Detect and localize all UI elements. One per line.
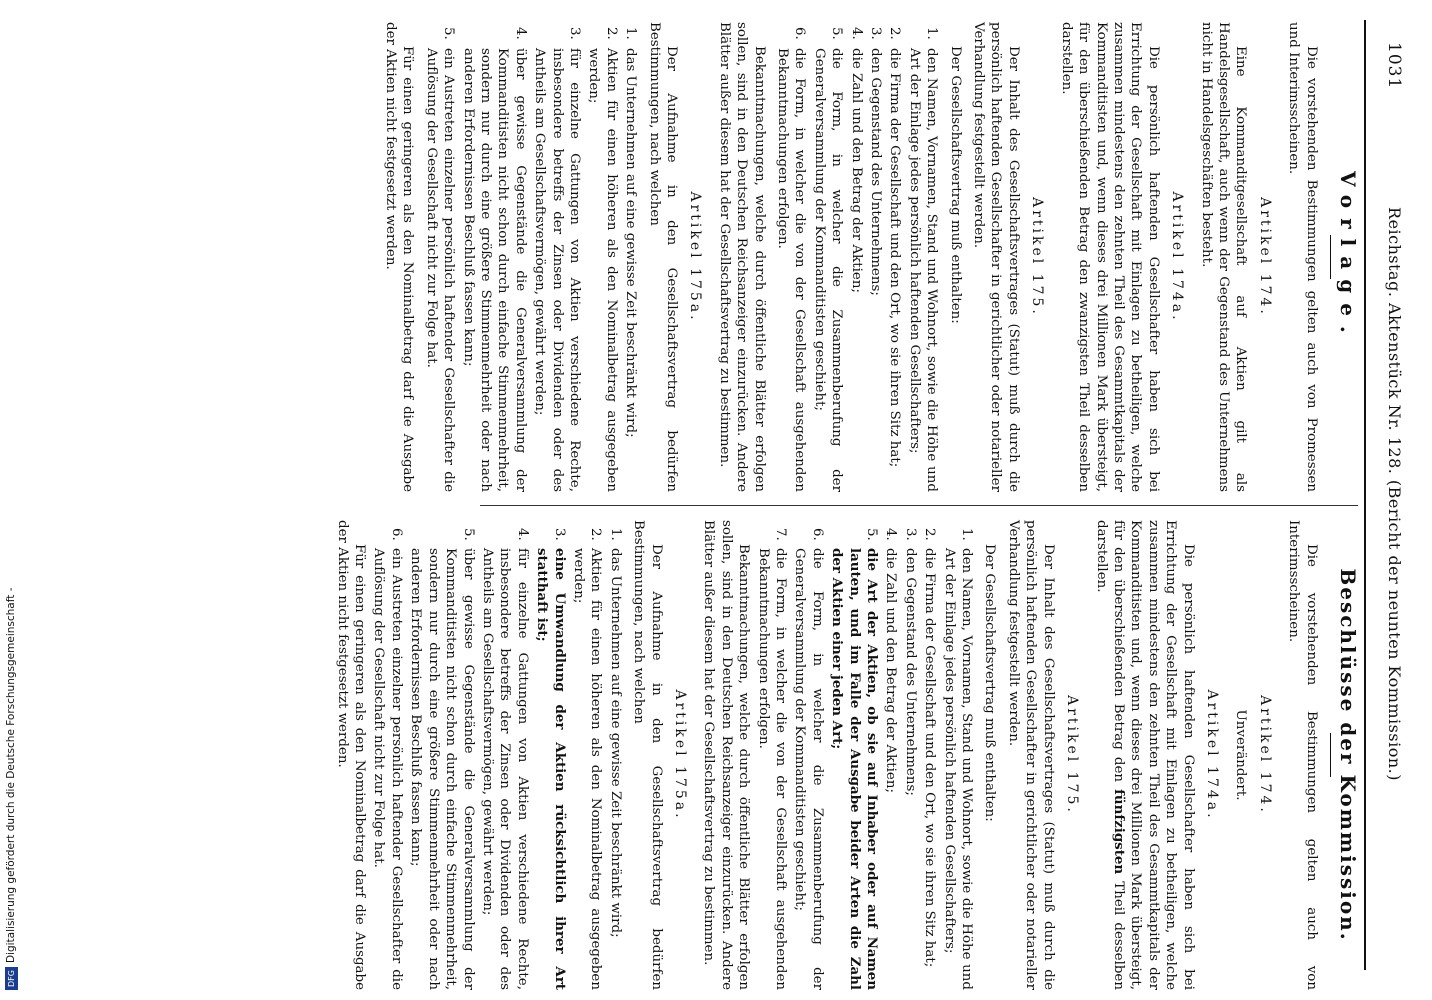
- article-title: Artikel 174a.: [1169, 191, 1186, 323]
- list-number: 6.: [809, 528, 825, 541]
- article-text: [1092, 520, 1196, 990]
- article-text: Die persönlich haftenden Gesellschafter haben sich bei Errichtung der Gesellschaft mit Einlagen zu betheiligen, welche zusammen mindestens den zehnten Theil des Gesammtkapitals der Kommanditisten und, wenn dieses drei Millionen Mark übersteigt, für den überschießenden Betrag den zwanzigsten Theil desselben darstellen.: [1058, 22, 1161, 492]
- unchanged-note: Unverändert.: [1233, 709, 1249, 801]
- list-item: [882, 528, 899, 990]
- article-list: [370, 520, 624, 990]
- column-divider: [480, 505, 1358, 506]
- list-item: 2. Aktien für einen höheren als den Nominalbetrag ausgegeben werden;: [585, 44, 620, 492]
- list-number: 2.: [922, 528, 938, 541]
- list-item: [828, 528, 880, 990]
- list-text: für einzelne Gattungen von Aktien verschiedene Rechte, insbesondere betreffs der Zinsen oder Dividenden oder des Antheils am Gesellschaftsvermögen, gewährt werden;: [479, 548, 530, 990]
- list-number: 5.: [460, 528, 476, 541]
- intro-text: Die vorstehenden Bestimmungen gelten auch von Promessen und Interimsscheinen.: [1286, 22, 1319, 492]
- list-item: [791, 528, 826, 990]
- article-text: Eine Kommanditgesellschaft auf Aktien gilt als Handelsgesellschaft, auch wenn der Gegenstand des Unternehmens nicht in Handelsgeschäften besteht.: [1198, 22, 1249, 492]
- list-number: 2.: [588, 528, 604, 541]
- list-number: 3.: [902, 528, 918, 541]
- list-number: 6.: [388, 528, 404, 541]
- list-item: [407, 528, 477, 990]
- list-text: die Form, in welcher die von der Gesellschaft ausgehenden Bekanntmachungen erfolgen.: [755, 548, 789, 990]
- list-text: den Gegenstand des Unternehmens;: [902, 548, 918, 796]
- article-text: Der Gesellschaftsvertrag muß enthalten:: [947, 46, 963, 324]
- article-text: Der Inhalt des Gesellschaftsvertrages (Statut) muß durch die persönlich haftenden Gesellschafter in gerichtlicher oder notarieller Verhandlung festgestellt werden.: [1005, 520, 1056, 990]
- list-item: 4. über gewisse Gegenstände die Generalversammlung der Kommanditisten nicht schon durch einfache Stimmenmehrheit, sondern nur durch eine größere Stimmenmehrheit oder nach anderen Erfordernissen Beschluß fassen kann;: [459, 44, 529, 492]
- article-text: Der Aufnahme in den Gesellschaftsvertrag bedürfen Bestimmungen, nach welchen: [646, 22, 679, 492]
- header-rule: [1364, 20, 1366, 970]
- page-number: 1031: [1384, 42, 1404, 90]
- digitization-footer: [2, 0, 20, 1000]
- list-number: 4.: [883, 528, 899, 541]
- list-item: 1. den Namen, Vornamen, Stand und Wohnort, sowie die Höhe und Art der Einlage jedes persönlich haftenden Gesellschafters;: [905, 44, 940, 492]
- list-text: die Art der Aktien, ob sie auf Inhaber oder auf Namen lauten, und im Falle der Ausgabe beider Arten die Zahl der Aktien einer jeden Art;: [829, 548, 881, 990]
- article-text: Der Aufnahme in den Gesellschaftsvertrag bedürfen Bestimmungen, nach welchen: [631, 520, 664, 990]
- list-number: 7.: [773, 528, 789, 541]
- article-title: Artikel 175.: [1064, 695, 1081, 815]
- article-text: Für einen geringeren als den Nominalbetrag darf die Ausgabe der Aktien nicht festgesetzt werden.: [334, 520, 368, 990]
- article-list: [754, 520, 975, 990]
- list-item: 1. das Unternehmen auf eine gewisse Zeit beschränkt wird;: [622, 44, 639, 492]
- article-title: Artikel 174.: [1256, 197, 1273, 317]
- list-number: 4.: [514, 528, 530, 541]
- list-item: 4. die Zahl und den Betrag der Aktien;: [847, 44, 864, 492]
- list-item: [921, 528, 938, 990]
- list-number: 1.: [959, 528, 975, 541]
- list-item: [940, 528, 975, 990]
- list-text: ein Austreten einzelner persönlich haftender Gesellschafter die Auflösung der Gesellschaft nicht zur Folge hat.: [371, 548, 404, 990]
- article-title: Artikel 175.: [1029, 197, 1046, 317]
- intro-text: Die vorstehenden Bestimmungen gelten auch von Interimsscheinen.: [1286, 520, 1319, 990]
- article-text: Bekanntmachungen, welche durch öffentliche Blätter erfolgen sollen, sind in den Deutschen Reichsanzeiger einzurücken. Andere Blätter außer diesem hat der Gesellschaftsvertrag zu bestimmen.: [716, 22, 767, 492]
- list-item: 2. die Firma der Gesellschaft und den Ort, wo sie ihren Sitz hat;: [886, 44, 903, 492]
- running-title: Reichstag. Aktenstück Nr. 128. (Bericht der neunten Kommission.): [1385, 207, 1404, 781]
- heading-rule: [1330, 733, 1331, 777]
- article-text: Der Gesellschaftsvertrag muß enthalten:: [982, 544, 998, 822]
- column-kommission: [327, 520, 1362, 990]
- article-list: [774, 22, 941, 492]
- list-item: [479, 528, 531, 990]
- list-number: 1.: [607, 528, 623, 541]
- list-item: [533, 528, 568, 990]
- article-text: Bekanntmachungen, welche durch öffentliche Blätter erfolgen sollen, sind in den Deutschen Reichsanzeiger einzurücken. Andere Blätter außer diesem hat der Gesellschaftsvertrag zu bestimmen.: [701, 520, 752, 990]
- text-segment: Theil desselben darstellen.: [1093, 520, 1126, 990]
- page-header: [1376, 20, 1418, 968]
- footer-text: Digitalisierung gefördert durch die Deutsche Forschungsgemeinschaft -: [5, 587, 17, 964]
- list-number: 5.: [864, 528, 880, 541]
- column-heading-kommission: Beschlüsse der Kommission.: [1336, 568, 1360, 942]
- article-list: [422, 22, 639, 492]
- list-item: 6. die Form, in welcher die von der Gesellschaft ausgehenden Bekanntmachungen erfolgen.: [774, 44, 809, 492]
- list-item: [754, 528, 789, 990]
- list-item: 3. den Gegenstand des Unternehmens;: [867, 44, 884, 492]
- column-heading-vorlage: Vorlage.: [1336, 171, 1360, 343]
- heading-rule: [1330, 235, 1331, 279]
- logo-dfg: DFG: [5, 967, 18, 990]
- list-number: 3.: [551, 528, 567, 541]
- list-text: die Firma der Gesellschaft und den Ort, wo sie ihren Sitz hat;: [922, 548, 938, 968]
- list-text: eine Umwandlung der Aktien rücksichtlich ihrer Art statthaft ist;: [534, 548, 568, 990]
- list-item: [370, 528, 405, 990]
- list-item: 5. ein Austreten einzelner persönlich haftender Gesellschafter die Auflösung der Gesellschaft nicht zur Folge hat.: [422, 44, 457, 492]
- article-title: Artikel 174a.: [1203, 689, 1220, 821]
- list-item: [606, 528, 623, 990]
- emphasized-word: fünfzigsten: [1110, 789, 1127, 875]
- text-segment: Die persönlich haftenden Gesellschafter haben sich bei Errichtung der Gesellschaft mit Einlagen zu betheiligen, welche zusammen mindestens den zehnten Theil des Gesammtkapitals der Kommanditisten und, wenn dieses drei Millionen Mark übersteigt, für den überschießenden Betrag den: [1110, 520, 1196, 990]
- article-text: Der Inhalt des Gesellschaftsvertrages (Statut) muß durch die persönlich haftenden Gesellschafter in gerichtlicher oder notarieller Verhandlung festgestellt werden.: [971, 22, 1021, 492]
- list-text: den Namen, Vornamen, Stand und Wohnort, sowie die Höhe und Art der Einlage jedes persönlich haftenden Gesellschafters;: [941, 548, 975, 990]
- list-item: [570, 528, 605, 990]
- list-text: Aktien für einen höheren als den Nominalbetrag ausgegeben werden;: [570, 548, 604, 990]
- article-text: Für einen geringeren als den Nominalbetrag darf die Ausgabe der Aktien nicht festgesetzt werden.: [382, 22, 416, 492]
- article-title: Artikel 175a.: [672, 689, 688, 821]
- list-item: [901, 528, 918, 990]
- column-vorlage: [376, 22, 1363, 492]
- list-text: die Zahl und den Betrag der Aktien;: [883, 548, 899, 793]
- list-item: 5. die Form, in welcher die Zusammenberufung der Generalversammlung der Kommanditisten geschieht;: [810, 44, 845, 492]
- list-text: über gewisse Gegenstände die Generalversammlung der Kommanditisten nicht schon durch einfache Stimmenmehrheit, sondern nur durch eine größere Stimmenmehrheit oder nach anderen Erfordernissen Beschluß fassen kann;: [408, 548, 476, 990]
- list-text: die Form, in welcher die Zusammenberufung der Generalversammlung der Kommanditisten geschieht;: [792, 548, 825, 990]
- article-title: Artikel 174.: [1256, 695, 1273, 815]
- list-item: 3. für einzelne Gattungen von Aktien verschiedene Rechte, insbesondere betreffs der Zinsen oder Dividenden oder des Antheils am Gesellschaftsvermögen, gewährt werden;: [531, 44, 583, 492]
- article-title: Artikel 175a.: [687, 191, 704, 323]
- list-text: das Unternehmen auf eine gewisse Zeit beschränkt wird;: [607, 548, 623, 938]
